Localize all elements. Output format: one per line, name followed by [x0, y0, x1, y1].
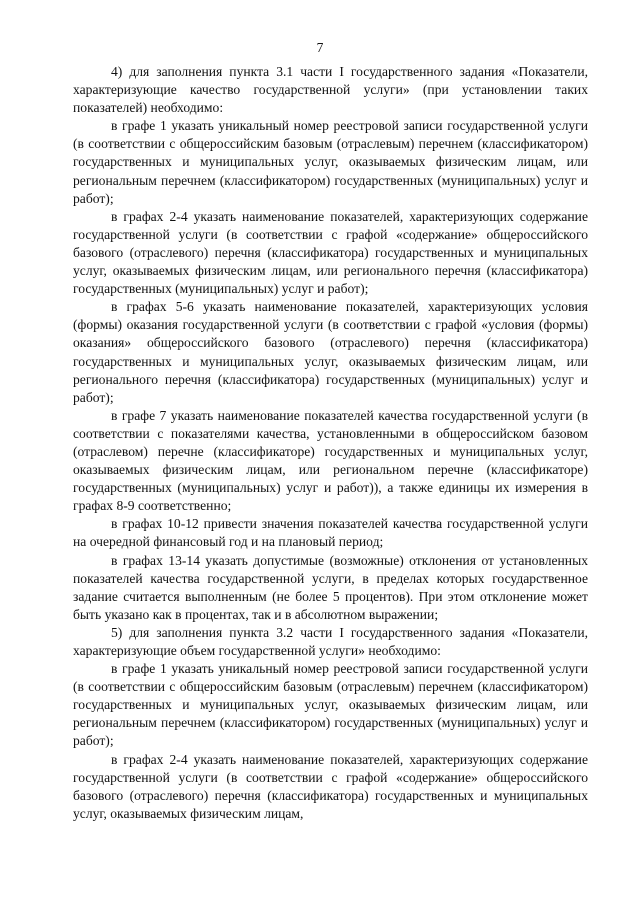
paragraph-column-1-volume: в графе 1 указать уникальный номер реестровой записи государственной услуги (в соответствии с общероссийским базовым (отраслевым) перечнем (классификатором) государственных и муниципальных услуг, оказываемых физическим лицам, или региональным перечнем (классификатором) государственных (муниципальных) услуг и работ); — [73, 661, 588, 749]
paragraph-column-7-quality: в графе 7 указать наименование показателей качества государственной услуги (в соответствии с показателями качества, установленными в общероссийском базовом (отраслевом) перечне (классификаторе) государственных и муниципальных услуг, оказываемых физическим лицам, или региональном перечне (классификаторе) государственных (муниципальных) услуг и работ)), а также единицы их измерения в графах 8-9 соответственно; — [73, 407, 588, 514]
page-number: 7 — [316, 40, 324, 55]
paragraph-columns-13-14-quality: в графах 13-14 указать допустимые (возможные) отклонения от установленных показателей качества государственной услуги, в пределах которых государственное задание считается выполненным (не более 5 процентов). При этом отклонение может быть указано как в процентах, так и в абсолютном выражении; — [73, 552, 588, 622]
paragraph-columns-2-4-quality: в графах 2-4 указать наименование показателей, характеризующих содержание государственной услуги (в соответствии с графой «содержание» общероссийского базового (отраслевого) перечня (классификатора) государственных и муниципальных услуг, оказываемых физическим лицам, или регионального перечня (классификатора) государственных (муниципальных) услуг и работ); — [73, 208, 588, 297]
paragraph-columns-2-4-volume: в графах 2-4 указать наименование показателей, характеризующих содержание государственной услуги (в соответствии с графой «содержание» общероссийского базового (отраслевого) перечня (классификатора) государственных и муниципальных услуг, оказываемых физическим лицам, — [73, 751, 588, 821]
paragraph-item-5-intro: 5) для заполнения пункта 3.2 части I государственного задания «Показатели, характеризующие объем государственной услуги» необходимо: — [73, 624, 588, 658]
paragraph-item-4-intro: 4) для заполнения пункта 3.1 части I государственного задания «Показатели, характеризующие качество государственной услуги» (при установлении таких показателей) необходимо: — [73, 64, 588, 116]
paragraph-columns-5-6-quality: в графах 5-6 указать наименование показателей, характеризующих условия (формы) оказания государственной услуги (в соответствии с графой «условия (формы) оказания» общероссийского базового (отраслевого) перечня (классификатора) государственных и муниципальных услуг, оказываемых физическим лицам, или регионального перечня (классификатора) государственных (муниципальных) услуг и работ); — [73, 299, 588, 405]
paragraph-column-1-quality: в графе 1 указать уникальный номер реестровой записи государственной услуги (в соответствии с общероссийским базовым (отраслевым) перечнем (классификатором) государственных и муниципальных услуг, оказываемых физическим лицам, или региональным перечнем (классификатором) государственных (муниципальных) услуг и работ); — [73, 118, 588, 206]
paragraph-columns-10-12-quality: в графах 10-12 привести значения показателей качества государственной услуги на очередной финансовый год и на плановый период; — [73, 516, 588, 550]
document-body — [73, 63, 588, 823]
